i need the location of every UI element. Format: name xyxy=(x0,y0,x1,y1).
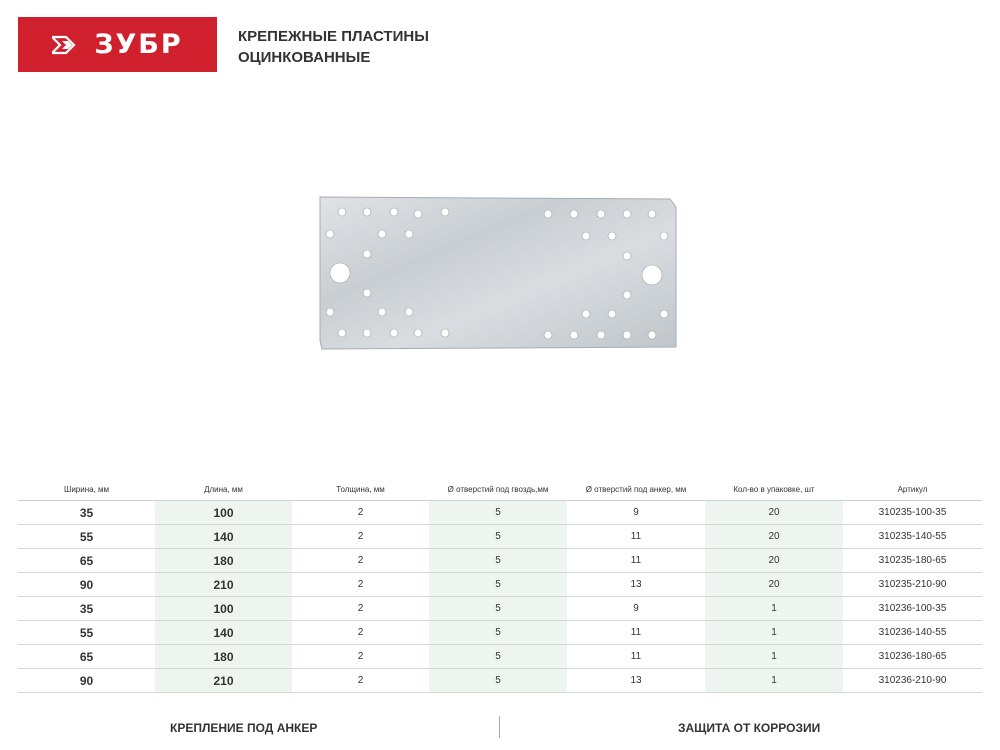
footer-corrosion-protection: ЗАЩИТА ОТ КОРРОЗИИ xyxy=(678,721,821,735)
cell-package-qty: 1 xyxy=(705,669,843,693)
cell-width: 55 xyxy=(18,621,155,645)
cell-package-qty: 1 xyxy=(705,597,843,621)
cell-length: 140 xyxy=(155,621,292,645)
cell-width: 90 xyxy=(18,573,155,597)
cell-nail-hole: 5 xyxy=(429,669,567,693)
header-length: Длина, мм xyxy=(155,479,292,501)
cell-anchor-hole: 9 xyxy=(567,501,705,525)
cell-article: 310236-100-35 xyxy=(843,597,982,621)
header-package-qty: Кол-во в упаковке, шт xyxy=(705,479,843,501)
cell-width: 35 xyxy=(18,597,155,621)
cell-width: 65 xyxy=(18,645,155,669)
header-width: Ширина, мм xyxy=(18,479,155,501)
cell-article: 310236-210-90 xyxy=(843,669,982,693)
cell-anchor-hole: 11 xyxy=(567,621,705,645)
cell-nail-hole: 5 xyxy=(429,645,567,669)
table-row xyxy=(18,621,982,645)
table-row xyxy=(18,549,982,573)
cell-package-qty: 1 xyxy=(705,645,843,669)
cell-article: 310235-210-90 xyxy=(843,573,982,597)
cell-length: 210 xyxy=(155,669,292,693)
brand-logo xyxy=(18,17,217,72)
cell-width: 55 xyxy=(18,525,155,549)
cell-nail-hole: 5 xyxy=(429,525,567,549)
table-row xyxy=(18,573,982,597)
cell-anchor-hole: 11 xyxy=(567,549,705,573)
cell-article: 310236-140-55 xyxy=(843,621,982,645)
cell-article: 310235-100-35 xyxy=(843,501,982,525)
header-nail-hole: Ø отверстий под гвоздь,мм xyxy=(429,479,567,501)
cell-package-qty: 20 xyxy=(705,501,843,525)
table-row xyxy=(18,501,982,525)
cell-width: 35 xyxy=(18,501,155,525)
table-row xyxy=(18,669,982,693)
cell-thickness: 2 xyxy=(292,597,429,621)
cell-length: 180 xyxy=(155,645,292,669)
cell-length: 100 xyxy=(155,501,292,525)
cell-width: 90 xyxy=(18,669,155,693)
spec-table xyxy=(18,479,982,693)
cell-package-qty: 20 xyxy=(705,525,843,549)
header-thickness: Толщина, мм xyxy=(292,479,429,501)
cell-thickness: 2 xyxy=(292,525,429,549)
title-line-1: КРЕПЕЖНЫЕ ПЛАСТИНЫ xyxy=(238,28,429,45)
cell-package-qty: 1 xyxy=(705,621,843,645)
cell-anchor-hole: 11 xyxy=(567,645,705,669)
cell-anchor-hole: 11 xyxy=(567,525,705,549)
cell-nail-hole: 5 xyxy=(429,501,567,525)
header-article: Артикул xyxy=(843,479,982,501)
cell-thickness: 2 xyxy=(292,621,429,645)
cell-length: 210 xyxy=(155,573,292,597)
cell-anchor-hole: 13 xyxy=(567,669,705,693)
table-header-row xyxy=(18,479,982,501)
cell-length: 140 xyxy=(155,525,292,549)
cell-length: 100 xyxy=(155,597,292,621)
cell-article: 310236-180-65 xyxy=(843,645,982,669)
cell-package-qty: 20 xyxy=(705,549,843,573)
cell-width: 65 xyxy=(18,549,155,573)
table-row xyxy=(18,597,982,621)
cell-article: 310235-140-55 xyxy=(843,525,982,549)
cell-thickness: 2 xyxy=(292,669,429,693)
table-row xyxy=(18,645,982,669)
cell-thickness: 2 xyxy=(292,549,429,573)
table-row xyxy=(18,525,982,549)
cell-thickness: 2 xyxy=(292,501,429,525)
cell-nail-hole: 5 xyxy=(429,621,567,645)
product-image xyxy=(318,195,678,351)
cell-nail-hole: 5 xyxy=(429,549,567,573)
cell-package-qty: 20 xyxy=(705,573,843,597)
arrows-icon xyxy=(52,34,86,56)
cell-thickness: 2 xyxy=(292,645,429,669)
footer xyxy=(0,711,1000,743)
cell-nail-hole: 5 xyxy=(429,597,567,621)
footer-divider xyxy=(499,716,500,738)
cell-nail-hole: 5 xyxy=(429,573,567,597)
title-line-2: ОЦИНКОВАННЫЕ xyxy=(238,49,371,66)
cell-article: 310235-180-65 xyxy=(843,549,982,573)
header-anchor-hole: Ø отверстий под анкер, мм xyxy=(567,479,705,501)
page-title xyxy=(238,26,429,68)
brand-name: ЗУБР xyxy=(94,29,183,60)
cell-length: 180 xyxy=(155,549,292,573)
cell-thickness: 2 xyxy=(292,573,429,597)
cell-anchor-hole: 13 xyxy=(567,573,705,597)
mounting-plate-icon xyxy=(318,195,678,351)
cell-anchor-hole: 9 xyxy=(567,597,705,621)
footer-anchor-mount: КРЕПЛЕНИЕ ПОД АНКЕР xyxy=(170,721,318,735)
